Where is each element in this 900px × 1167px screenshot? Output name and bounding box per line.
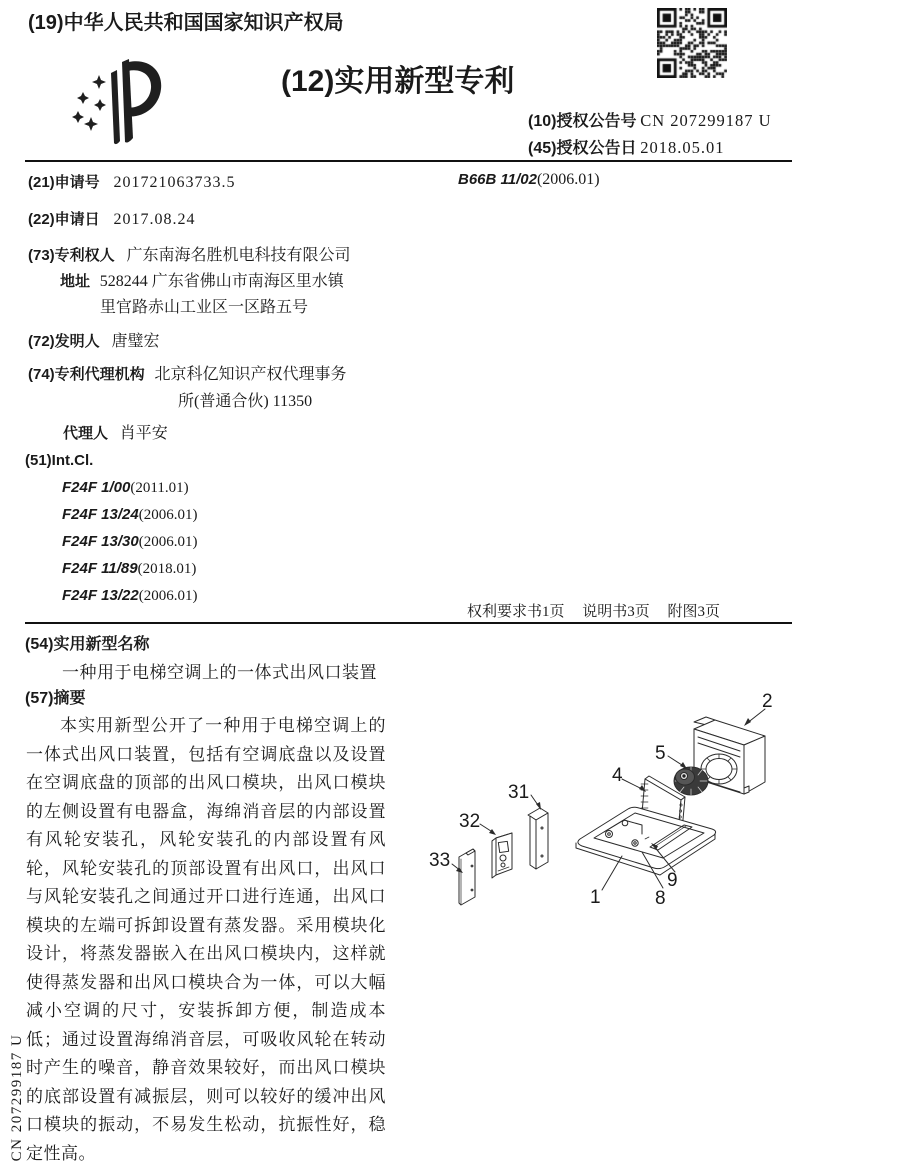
header-divider (25, 160, 792, 162)
ipc-date: (2006.01) (138, 534, 198, 550)
agent-label: 代理人 (63, 425, 109, 442)
side-publication-code: CN 207299187 U (9, 1033, 25, 1162)
patent-figure (428, 676, 900, 931)
agent-row (63, 420, 168, 443)
figure-label-9: 9 (667, 870, 678, 891)
agency-line1: 北京科亿知识产权代理事务 (154, 366, 347, 383)
figure-part-plate (459, 849, 475, 905)
patentee-row (28, 242, 350, 265)
ipc-code: F24F 13/24 (62, 506, 139, 523)
abstract-text: 本实用新型公开了一种用于电梯空调上的一体式出风口装置，包括有空调底盘以及设置在空调底盘的顶部的出风口模块，出风口模块的左侧设置有电器盒，海绵消音层的内部设置有风轮安装孔，风轮安装孔的内部设置有风轮，风轮安装孔的顶部设置有出风口，出风口与风轮安装孔之间通过开口进行连通，出风口模块的左端可拆卸设置有蒸发器。采用模块化设计，将蒸发器嵌入在出风口模块内，这样就使得蒸发器和出风口模块合为一体，可以大幅减小空调的尺寸，安装拆卸方便，制造成本低；通过设置海绵消音层，可吸收风轮在转动时产生的噪音，静音效果较好，而出风口模块的底部设置有减振层，则可以较好的缓冲出风口模块的振动，不易发生松动，抗振性好，稳定性高。 (26, 716, 386, 1163)
pub-date-row (528, 135, 724, 158)
address-line1: 528244 广东省佛山市南海区里水镇 (99, 273, 344, 290)
figure-part-fan-wheel (674, 767, 708, 795)
intcl-label: (51)Int.Cl. (25, 452, 94, 469)
application-number-label: (21)申请号 (28, 174, 100, 191)
ipc-item (62, 533, 197, 551)
address-label: 地址 (60, 273, 91, 290)
patent-office-line: (19)中华人民共和国国家知识产权局 (28, 12, 344, 34)
biblio-divider (25, 622, 792, 624)
ipc-date: (2018.01) (137, 561, 197, 577)
pub-number-row (528, 108, 772, 131)
figure-label-1: 1 (590, 887, 601, 908)
ipc-code: F24F 11/89 (62, 560, 138, 577)
application-date-row (28, 208, 195, 229)
agent-value: 肖平安 (119, 425, 168, 442)
figure-label-2: 2 (762, 691, 773, 712)
abstract-label: (57)摘要 (25, 690, 86, 707)
primary-class-row (458, 171, 600, 189)
pub-date-value: 2018.05.01 (640, 138, 725, 157)
pub-number-value: CN 207299187 U (640, 111, 772, 130)
figure-label-31: 31 (508, 782, 530, 803)
inventor-row (28, 328, 159, 351)
figure-label-8: 8 (655, 888, 666, 909)
doc-type-title: (12)实用新型专利 (281, 65, 515, 98)
figure-part-base-chassis (576, 807, 716, 875)
claims-pages: 权利要求书1页 (466, 604, 565, 620)
agency-line2: 所(普通合伙) 11350 (178, 393, 313, 410)
ipc-date: (2011.01) (130, 480, 189, 496)
pub-number-label: (10)授权公告号 (528, 113, 637, 130)
inventor-label: (72)发明人 (28, 333, 100, 350)
cnipa-logo-icon (70, 56, 165, 153)
inventor-value: 唐璧宏 (111, 333, 160, 350)
application-date-value: 2017.08.24 (113, 211, 196, 228)
figure-part-bracket (528, 808, 548, 869)
drawings-pages: 附图3页 (667, 604, 720, 620)
ipc-code: F24F 13/30 (62, 533, 139, 550)
ipc-item (62, 479, 189, 497)
ipc-item (62, 587, 197, 605)
address-line2: 里官路赤山工业区一区路五号 (100, 299, 309, 316)
application-date-label: (22)申请日 (28, 211, 100, 228)
invention-title: 一种用于电梯空调上的一体式出风口装置 (62, 663, 377, 682)
title-section-label: (54)实用新型名称 (25, 636, 150, 653)
ipc-code: F24F 13/22 (62, 587, 139, 604)
agency-row (28, 361, 346, 384)
ipc-date: (2006.01) (138, 588, 198, 604)
figure-label-33: 33 (429, 850, 451, 871)
primary-class-date: (2006.01) (536, 171, 600, 188)
patentee-label: (73)专利权人 (28, 247, 115, 264)
address-row (60, 268, 344, 291)
figure-part-electrical-box (492, 833, 512, 878)
agency-label: (74)专利代理机构 (28, 366, 145, 383)
description-pages: 说明书3页 (582, 604, 650, 620)
figure-label-32: 32 (459, 811, 481, 832)
ipc-item (62, 506, 197, 524)
ipc-item (62, 560, 196, 578)
figure-label-5: 5 (655, 743, 666, 764)
application-number-value: 201721063733.5 (113, 174, 236, 191)
pub-date-label: (45)授权公告日 (528, 140, 637, 157)
figure-label-4: 4 (612, 765, 623, 786)
page-counts (440, 600, 720, 621)
ipc-date: (2006.01) (138, 507, 198, 523)
application-number-row (28, 171, 235, 192)
qr-code (657, 8, 727, 78)
patentee-value: 广东南海名胜机电科技有限公司 (126, 247, 351, 264)
primary-class-code: B66B 11/02 (458, 171, 537, 188)
ipc-code: F24F 1/00 (62, 479, 131, 496)
